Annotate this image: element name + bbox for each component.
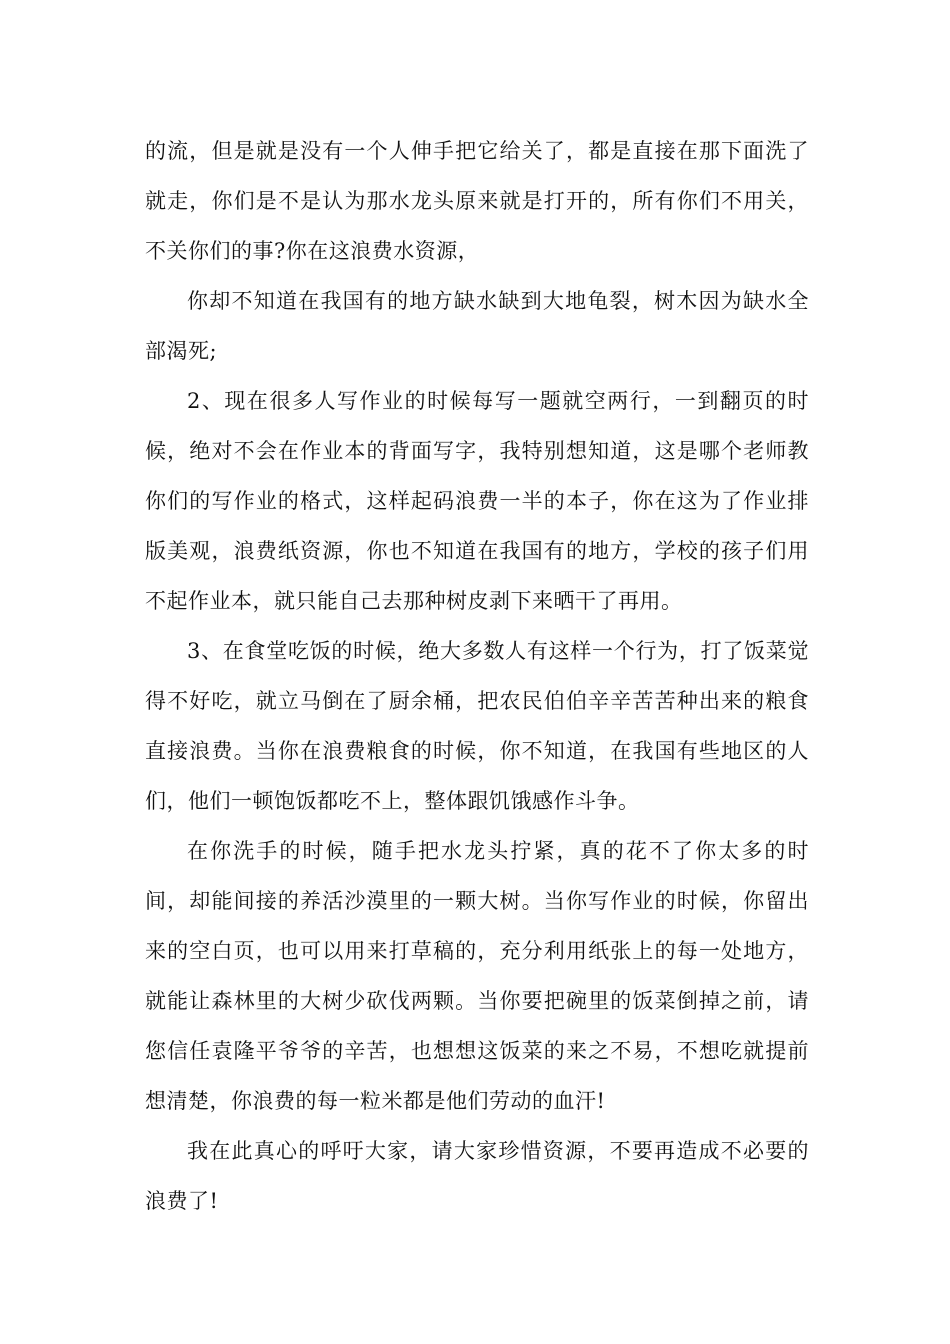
paragraph-food-waste: 3、在食堂吃饭的时候，绝大多数人有这样一个行为，打了饭菜觉得不好吃，就立马倒在了厨余桶，把农民伯伯辛辛苦苦种出来的粮食直接浪费。当你在浪费粮食的时候，你不知道，在我国有些地区的人们，他们一顿饱饭都吃不上，整体跟饥饿感作斗争。 [145,639,809,813]
document-body [145,126,809,1226]
paragraph-paper-waste: 2、现在很多人写作业的时候每写一题就空两行，一到翻页的时候，绝对不会在作业本的背面写字，我特别想知道，这是哪个老师教你们的写作业的格式，这样起码浪费一半的本子，你在这为了作业排版美观，浪费纸资源，你也不知道在我国有的地方，学校的孩子们用不起作业本，就只能自己去那种树皮剥下来晒干了再用。 [145,389,809,613]
paragraph-water-shortage: 你却不知道在我国有的地方缺水缺到大地龟裂，树木因为缺水全部渴死; [145,289,809,363]
paragraph-water-waste-continued: 的流，但是就是没有一个人伸手把它给关了，都是直接在那下面洗了就走，你们是不是认为那水龙头原来就是打开的，所有你们不用关，不关你们的事?你在这浪费水资源， [145,139,809,263]
paragraph-solutions: 在你洗手的时候，随手把水龙头拧紧，真的花不了你太多的时间，却能间接的养活沙漠里的一颗大树。当你写作业的时候，你留出来的空白页，也可以用来打草稿的，充分利用纸张上的每一处地方，就能让森林里的大树少砍伐两颗。当你要把碗里的饭菜倒掉之前，请您信任袁隆平爷爷的辛苦，也想想这饭菜的来之不易，不想吃就提前想清楚，你浪费的每一粒米都是他们劳动的血汗! [145,839,809,1113]
paragraph-appeal: 我在此真心的呼吁大家，请大家珍惜资源，不要再造成不必要的浪费了! [145,1139,809,1213]
